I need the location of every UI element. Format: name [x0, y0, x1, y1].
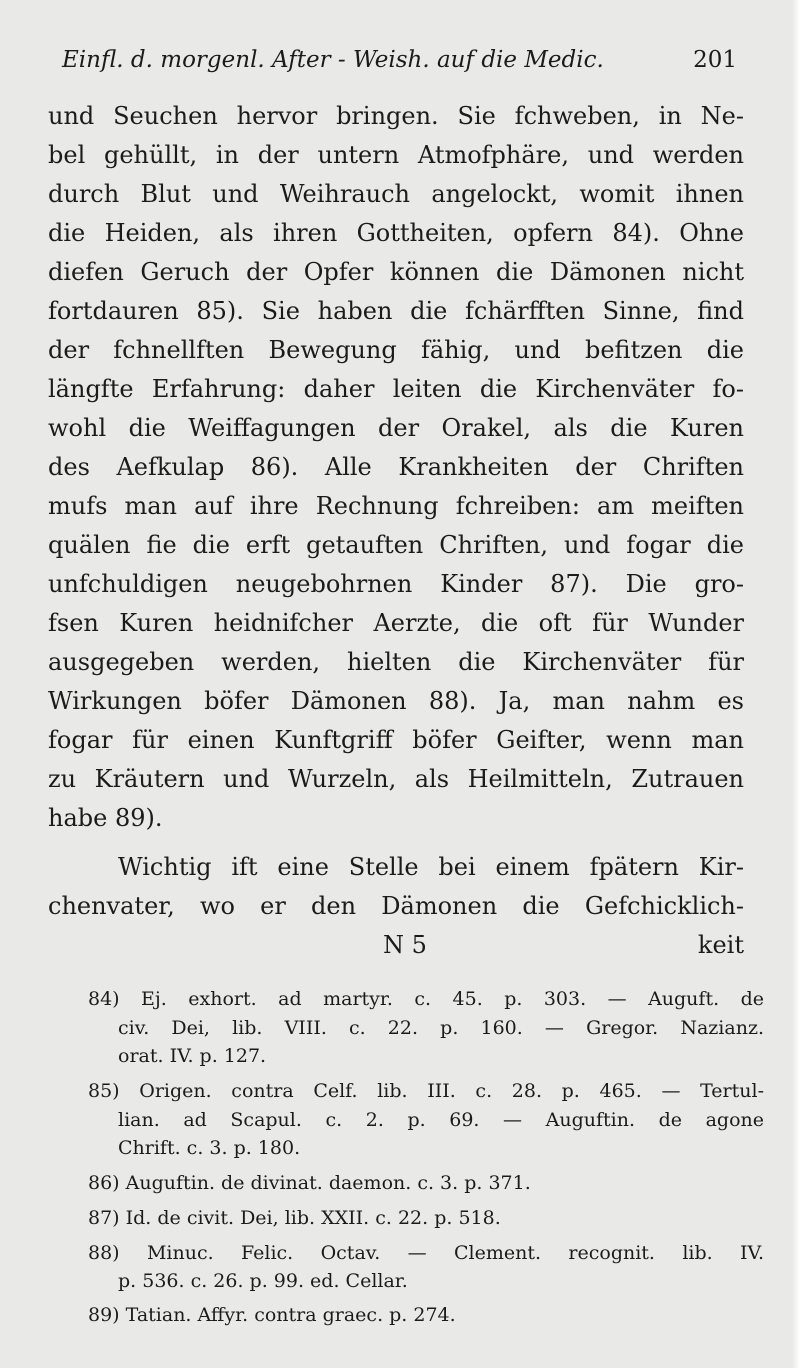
- text-line: längfte Erfahrung: daher leiten die Kirchenväter fo-: [48, 375, 744, 403]
- text-line: bel gehüllt, in der untern Atmofphäre, und werden: [48, 141, 744, 169]
- footnote-line: 87) Id. de civit. Dei, lib. XXII. c. 22. p. 518.: [88, 1207, 501, 1229]
- footnote-line: 89) Tatian. Affyr. contra graec. p. 274.: [88, 1304, 456, 1326]
- text-line: ausgegeben werden, hielten die Kirchenväter für: [48, 648, 744, 676]
- text-line: fortdauren 85). Sie haben die fchärfften Sinne, find: [48, 297, 744, 325]
- footnote-line: p. 536. c. 26. p. 99. ed. Cellar.: [118, 1270, 408, 1292]
- text-line: chenvater, wo er den Dämonen die Gefchicklich-: [48, 892, 744, 920]
- text-line: unfchuldigen neugebohrnen Kinder 87). Die gro-: [48, 570, 744, 598]
- text-line: mufs man auf ihre Rechnung fchreiben: am meiften: [48, 492, 744, 520]
- text-line: durch Blut und Weihrauch angelockt, womit ihnen: [48, 180, 744, 208]
- footnote-line: 86) Auguftin. de divinat. daemon. c. 3. p. 371.: [88, 1172, 531, 1194]
- signature-line: [48, 930, 744, 960]
- text-line: diefen Geruch der Opfer können die Dämonen nicht: [48, 258, 744, 286]
- footnote-line: civ. Dei, lib. VIII. c. 22. p. 160. — Gregor. Nazianz.: [118, 1017, 764, 1039]
- text-line: fsen Kuren heidnifcher Aerzte, die oft für Wunder: [48, 609, 744, 637]
- page-number: 201: [693, 47, 737, 73]
- footnote-line: 85) Origen. contra Celf. lib. III. c. 28. p. 465. — Tertul-: [88, 1080, 764, 1102]
- text-line: fogar für einen Kunftgriff böfer Geifter, wenn man: [48, 726, 744, 754]
- text-line: quälen fie die erft getauften Chriften, und fogar die: [48, 531, 744, 559]
- footnote-line: orat. IV. p. 127.: [118, 1045, 267, 1067]
- text-line: zu Kräutern und Wurzeln, als Heilmitteln, Zutrauen: [48, 765, 744, 793]
- footnote-line: Chrift. c. 3. p. 180.: [118, 1137, 301, 1159]
- text-line: Wichtig ift eine Stelle bei einem fpätern Kir-: [118, 853, 744, 881]
- text-line: die Heiden, als ihren Gottheiten, opfern 84). Ohne: [48, 219, 744, 247]
- text-line: wohl die Weiffagungen der Orakel, als die Kuren: [48, 414, 744, 442]
- signature-mark: N 5: [383, 931, 427, 959]
- text-line: Wirkungen böfer Dämonen 88). Ja, man nahm es: [48, 687, 744, 715]
- page-header: [62, 40, 737, 80]
- text-line: habe 89).: [48, 804, 163, 832]
- footnote-line: 84) Ej. exhort. ad martyr. c. 45. p. 303. — Auguft. de: [88, 988, 764, 1010]
- footnote-line: 88) Minuc. Felic. Octav. — Clement. recognit. lib. IV.: [88, 1242, 764, 1264]
- footnote-line: lian. ad Scapul. c. 2. p. 69. — Auguftin. de agone: [118, 1109, 764, 1131]
- text-line: des Aefkulap 86). Alle Krankheiten der Chriften: [48, 453, 744, 481]
- catchword: keit: [697, 931, 744, 959]
- text-line: der fchnellften Bewegung fähig, und befitzen die: [48, 336, 744, 364]
- page-edge: [792, 0, 800, 1368]
- running-head: Einfl. d. morgenl. After - Weish. auf die Medic.: [62, 47, 604, 73]
- text-line: und Seuchen hervor bringen. Sie fchweben, in Ne-: [48, 102, 744, 130]
